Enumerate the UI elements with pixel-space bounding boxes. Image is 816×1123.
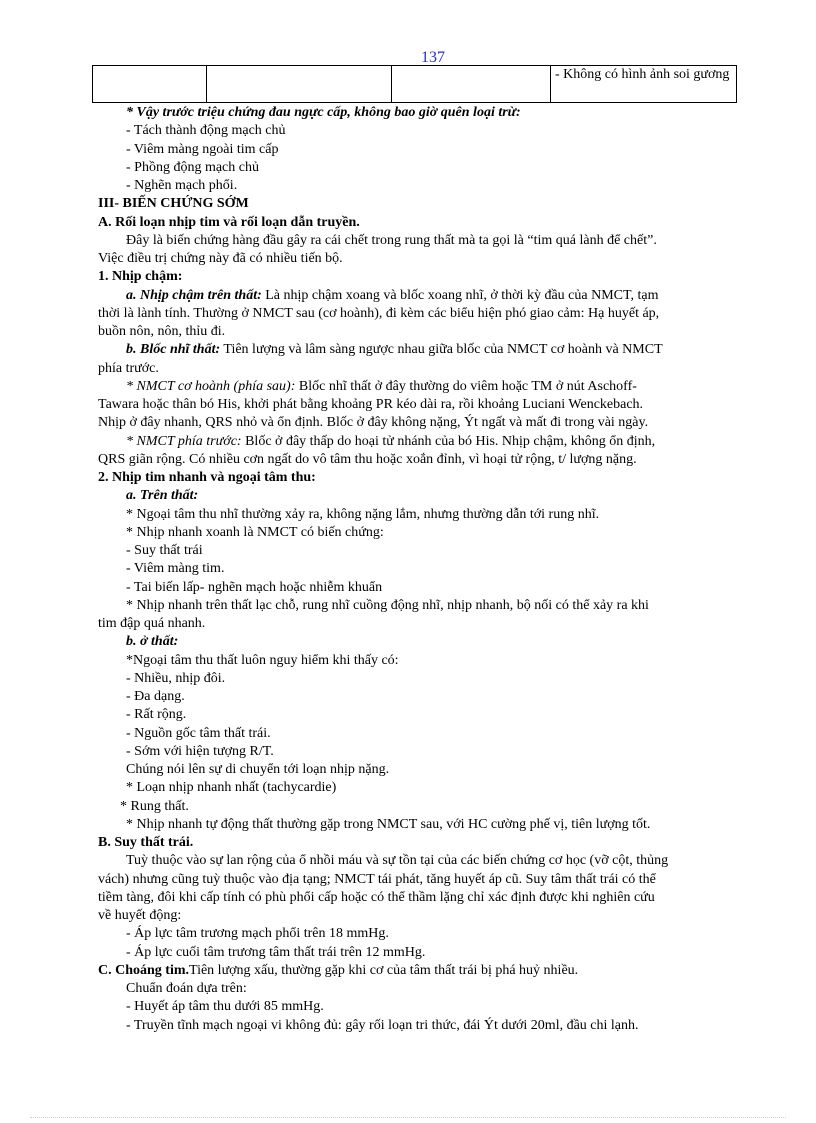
label-ventricular: b. ở thất:	[126, 634, 179, 650]
paragraph-line: về huyết động:	[98, 908, 182, 923]
label-av-block: b. Blốc nhĩ thất:	[126, 342, 221, 358]
label-anterior-mi: * NMCT phía trước:	[126, 433, 242, 449]
list-item: * Nhịp nhanh tự động thất thường gặp trong NMCT sau, với HC cường phế vị, tiên lượng tốt.	[126, 816, 651, 832]
list-item: - Truyền tĩnh mạch ngoại vi không đủ: gây rối loạn tri thức, đái Ýt dưới 20ml, đầu chi lạnh.	[126, 1017, 639, 1033]
list-item: - Áp lực cuối tâm trương tâm thất trái trên 12 mmHg.	[126, 944, 426, 960]
paragraph-text: Là nhịp chậm xoang và blốc xoang nhĩ, ở thời kỳ đầu của NMCT, tạm	[261, 287, 659, 303]
paragraph-line: buồn nôn, nôn, thỉu đi.	[98, 324, 226, 339]
list-item: * Nhịp nhanh trên thất lạc chỗ, rung nhĩ cuồng động nhĩ, nhịp nhanh, bộ nối có thể xảy ra khi	[126, 597, 649, 613]
paragraph-line: Tuỳ thuộc vào sự lan rộng của ổ nhồi máu và sự tồn tại của các biến chứng cơ học (vỡ cột, thủng	[126, 853, 669, 869]
heading-tachycardia: 2. Nhịp tim nhanh và ngoại tâm thu:	[98, 470, 316, 485]
label-supraventricular-bradycardia: a. Nhịp chậm trên thất:	[126, 287, 262, 303]
list-item: - Rất rộng.	[126, 707, 187, 723]
list-item: - Huyết áp tâm thu dưới 85 mmHg.	[126, 999, 324, 1015]
paragraph-line: Tawara hoặc thân bó His, khởi phát bằng khoảng PR kéo dài ra, rồi khoảng Luciani Wenckebach.	[98, 397, 644, 412]
paragraph-text: Tiên lượng xấu, thường gặp khi cơ của tâm thất trái bị phá huỷ nhiều.	[189, 962, 579, 978]
list-item: - Áp lực tâm trương mạch phổi trên 18 mmHg.	[126, 926, 389, 942]
section-heading-early-complications: III- BIẾN CHỨNG SỚM	[98, 196, 249, 212]
page-bottom-border	[30, 1117, 786, 1118]
exclusion-item: - Phồng động mạch chủ	[126, 159, 259, 175]
table-cell-no-mirror-image: - Không có hình ảnh soi gương	[551, 66, 737, 103]
table-row	[93, 66, 737, 103]
paragraph-line: Nhịp ở đây nhanh, QRS nhỏ và ổn định. Blốc ở đây không nặng, Ýt ngất và mất đi trong vài ngày.	[98, 415, 649, 431]
table-cell	[207, 66, 392, 103]
document-body	[98, 104, 758, 1035]
list-item: - Viêm màng tim.	[126, 561, 225, 577]
list-item: - Tai biến lấp- nghẽn mạch hoặc nhiễm khuẩn	[126, 579, 383, 595]
paragraph-line: Chuẩn đoán dựa trên:	[126, 981, 247, 996]
list-item: * Rung thất.	[120, 798, 189, 814]
exclusion-item: - Nghẽn mạch phổi.	[126, 178, 238, 193]
list-item: * Nhịp nhanh xoanh là NMCT có biến chứng:	[126, 524, 384, 540]
list-item: - Suy thất trái	[126, 543, 203, 558]
list-item: *Ngoại tâm thu thất luôn nguy hiểm khi thấy có:	[126, 652, 399, 668]
page-number: 137	[421, 49, 445, 66]
label-posterior-mi: * NMCT cơ hoành (phía sau):	[126, 378, 296, 394]
table-cell	[392, 66, 551, 103]
paragraph-line: Việc điều trị chứng này đã có nhiều tiến bộ.	[98, 251, 343, 266]
list-item: * Ngoại tâm thu nhĩ thường xảy ra, không nặng lắm, nhưng thường dẫn tới rung nhĩ.	[126, 506, 600, 522]
list-item: Chúng nói lên sự di chuyển tới loạn nhịp nặng.	[126, 762, 390, 777]
subsection-heading-cardiogenic-shock: C. Choáng tim.	[98, 962, 190, 978]
paragraph-line: Đây là biến chứng hàng đầu gây ra cái chết trong rung thất mà ta gọi là “tim quá lành để chết”.	[126, 232, 657, 248]
paragraph-line: tim đập quá nhanh.	[98, 616, 206, 631]
paragraph-text: Blốc ở đây thấp do hoại tử nhánh của bó His. Nhịp chậm, không ổn định,	[241, 433, 656, 449]
list-item: - Nhiều, nhịp đôi.	[126, 670, 226, 686]
list-item: - Nguồn gốc tâm thất trái.	[126, 725, 271, 741]
exclusion-item: - Viêm màng ngoài tim cấp	[126, 141, 279, 157]
list-item: - Sớm với hiện tượng R/T.	[126, 743, 274, 759]
label-supraventricular: a. Trên thất:	[126, 488, 199, 504]
paragraph-line: thời là lành tính. Thường ở NMCT sau (cơ hoành), đi kèm các biểu hiện phó giao cảm: Hạ huyết áp,	[98, 305, 660, 321]
paragraph-line: phía trước.	[98, 360, 159, 376]
exclusion-item: - Tách thành động mạch chủ	[126, 123, 286, 139]
list-item: - Đa dạng.	[126, 689, 185, 704]
subsection-heading-left-ventricular-failure: B. Suy thất trái.	[98, 835, 194, 850]
paragraph-text: Tiên lượng và lâm sàng ngược nhau giữa blốc của NMCT cơ hoành và NMCT	[220, 342, 663, 358]
list-item: * Loạn nhịp nhanh nhất (tachycardie)	[126, 780, 337, 796]
paragraph-text: Blốc nhĩ thất ở đây thường do viêm hoặc TM ở nút Aschoff-	[295, 378, 637, 394]
subsection-heading-arrhythmia: A. Rối loạn nhịp tim và rối loạn dẫn truyền.	[98, 214, 360, 230]
warning-note: * Vậy trước triệu chứng đau ngực cấp, không bao giờ quên loại trừ:	[126, 105, 521, 120]
continued-table	[92, 65, 737, 103]
heading-bradycardia: 1. Nhịp chậm:	[98, 269, 183, 285]
paragraph-line: vách) nhưng cũng tuỳ thuộc vào địa tạng; NMCT tái phát, tăng huyết áp cũ. Suy tâm thất trái có thể	[98, 871, 656, 887]
paragraph-line: tiềm tàng, đôi khi cấp tính có phù phổi cấp hoặc có thể thầm lặng chỉ xác định được khi nghiên cứu	[98, 889, 655, 905]
table-cell	[93, 66, 207, 103]
paragraph-line: QRS giãn rộng. Có nhiều cơn ngất do vô tâm thu hoặc xoắn đỉnh, vì hoại tử rộng, t/ lượng nặng.	[98, 451, 637, 467]
